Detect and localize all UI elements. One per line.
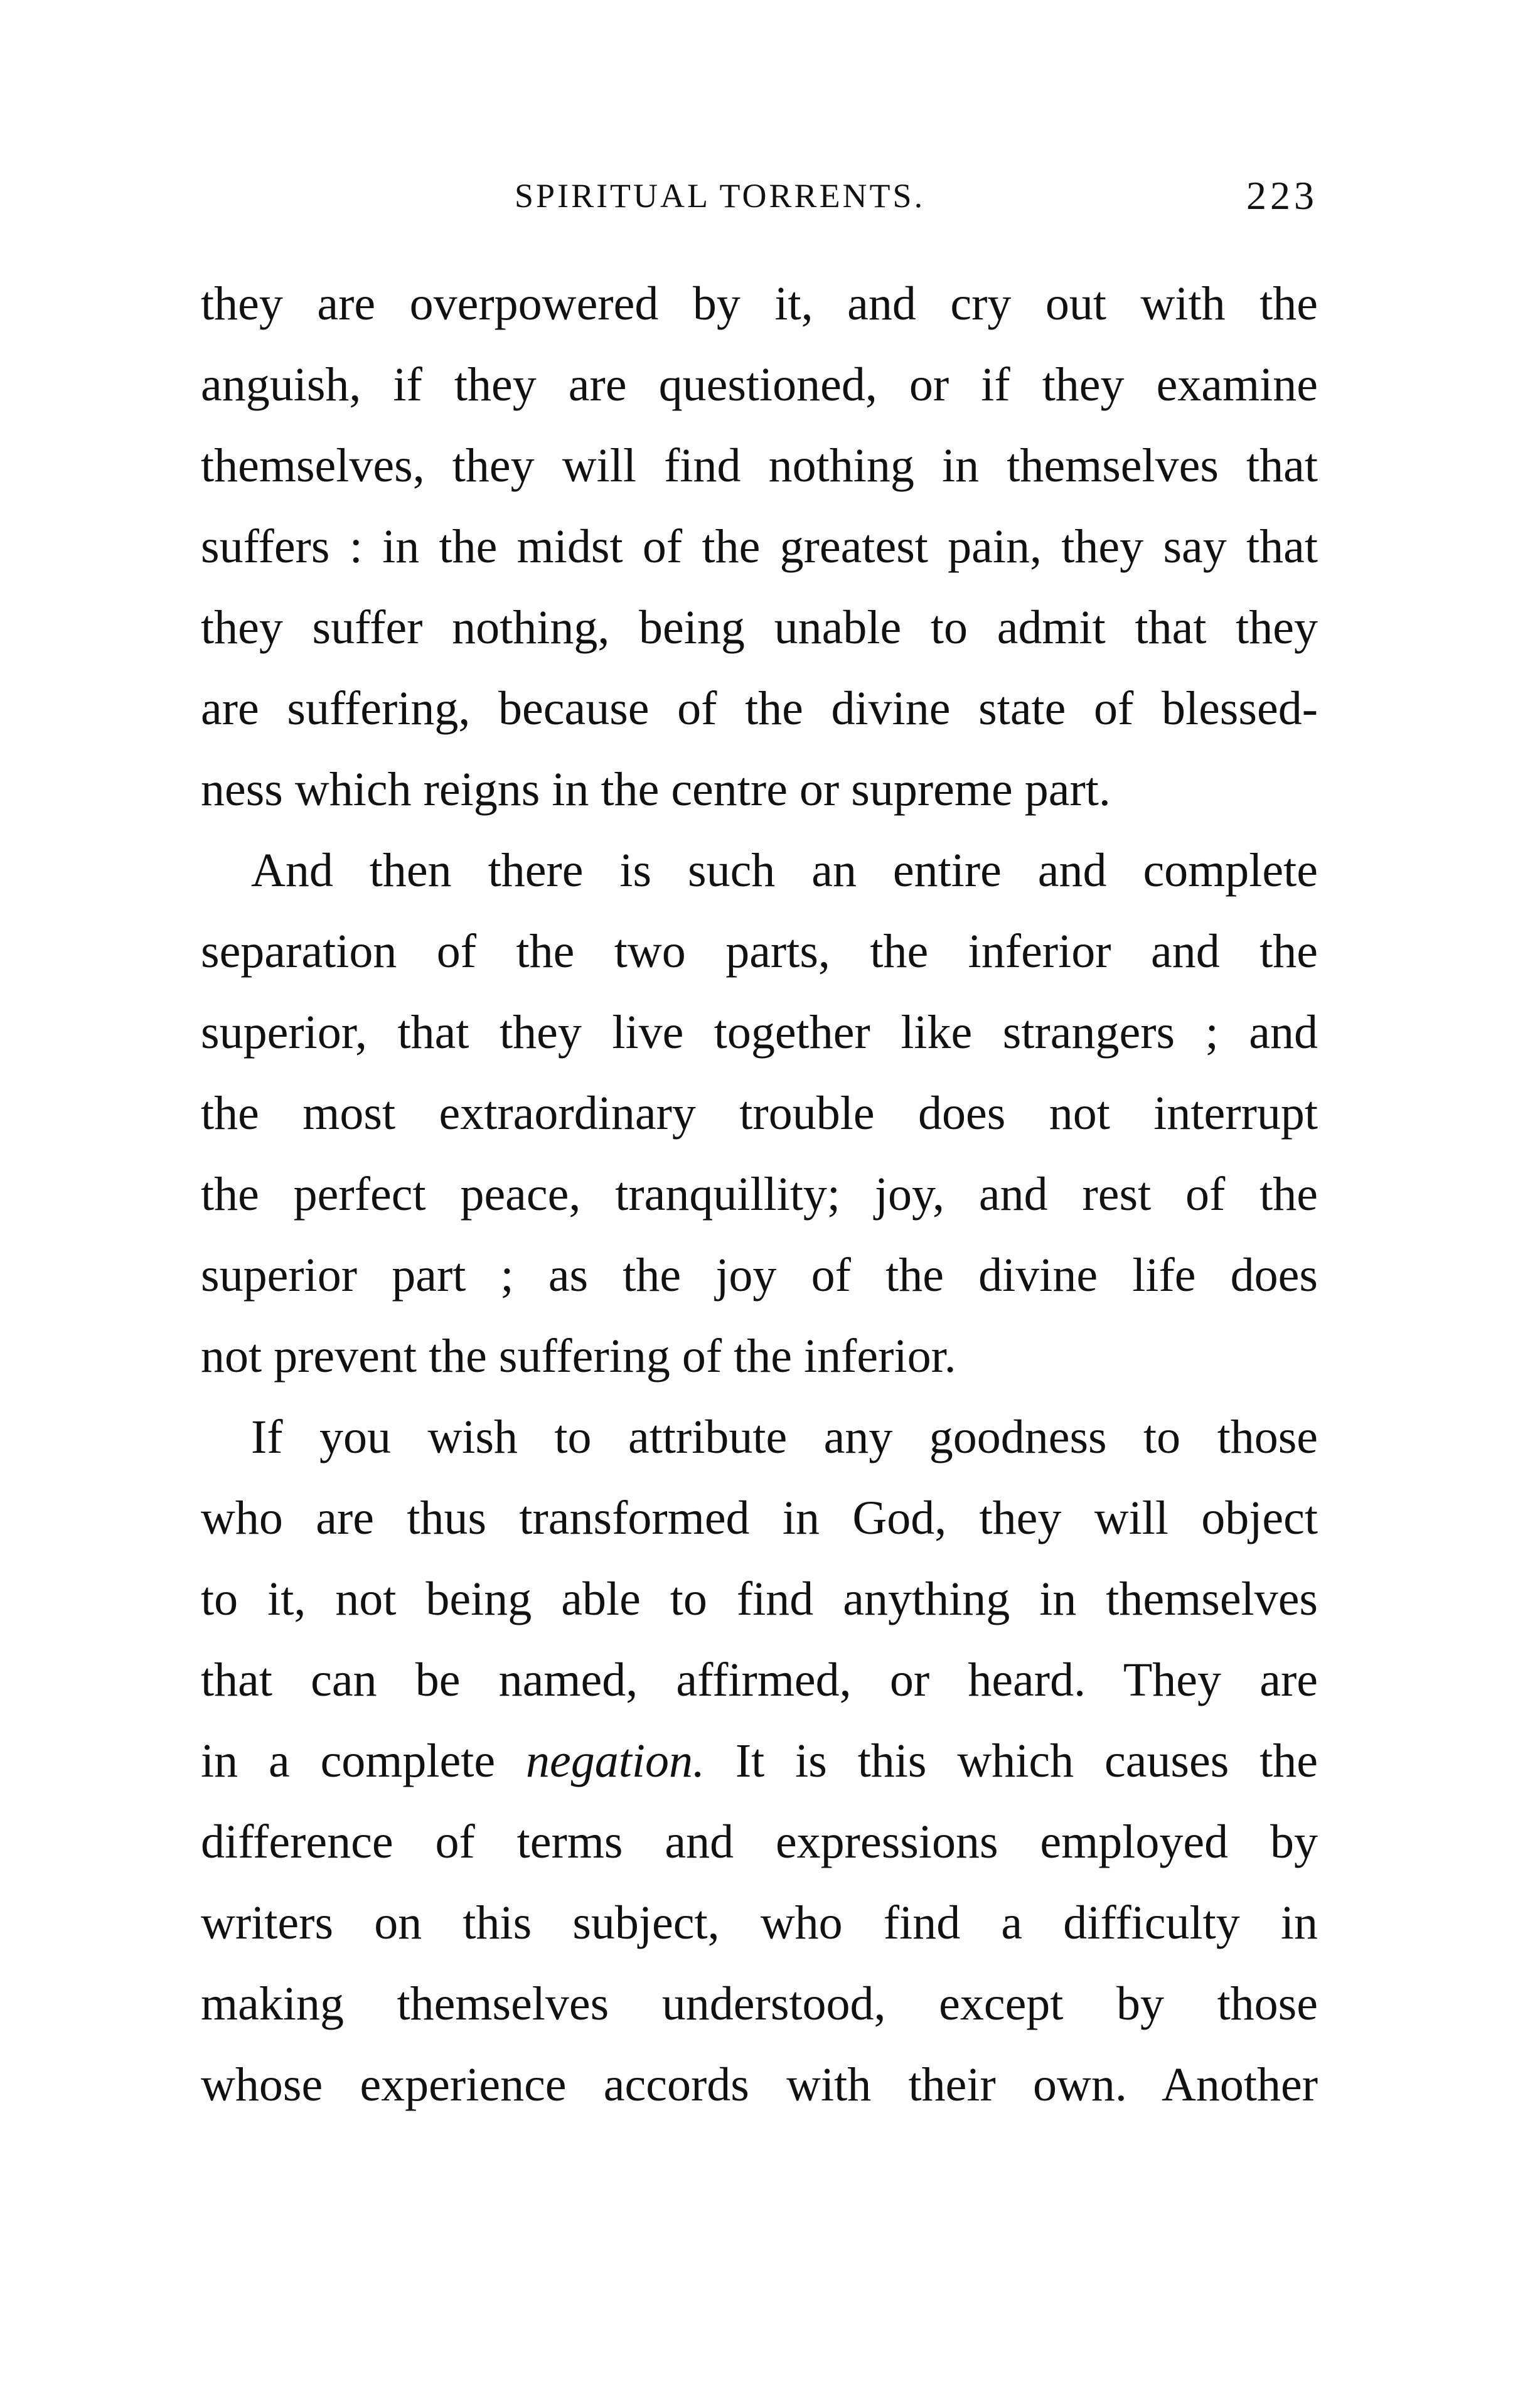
text-line: to it, not being able to find anything in themselves [201,1573,1318,1625]
text-line: they are overpowered by it, and cry out with the [201,277,1318,330]
text-line: superior part ; as the joy of the divine life does [201,1249,1318,1302]
page-number: 223 [1246,173,1318,218]
text-line: And then there is such an entire and complete [251,844,1318,897]
text-line: the perfect peace, tranquillity; joy, and rest of the [201,1168,1318,1221]
text-line-with-emphasis [201,1721,1318,1802]
emphasized-word: negation. [526,1735,705,1787]
text-line: If you wish to attribute any goodness to those [251,1411,1318,1463]
text-segment: in a complete [201,1735,496,1787]
text-line: not prevent the suffering of the inferior. [201,1330,956,1383]
text-line: whose experience accords with their own. Another [201,2058,1318,2111]
text-line: superior, that they live together like strangers ; and [201,1006,1318,1059]
running-head: SPIRITUAL TORRENTS. [515,177,926,215]
text-segment: It is this which causes the [735,1735,1318,1787]
text-line: ness which reigns in the centre or supreme part. [201,763,1111,816]
text-line: the most extraordinary trouble does not interrupt [201,1087,1318,1140]
text-line: writers on this subject, who find a difficulty in [201,1896,1318,1949]
text-line: difference of terms and expressions employed by [201,1816,1318,1868]
text-line: they suffer nothing, being unable to admit that they [201,601,1318,654]
text-line: who are thus transformed in God, they will object [201,1492,1318,1544]
text-line: making themselves understood, except by those [201,1977,1318,2030]
text-line: suffers : in the midst of the greatest pain, they say that [201,520,1318,573]
text-line: are suffering, because of the divine state of blessed- [201,682,1318,735]
text-line: that can be named, affirmed, or heard. They are [201,1654,1318,1706]
text-line: themselves, they will find nothing in themselves that [201,439,1318,492]
body-text [201,264,1318,2126]
page-header [201,171,1318,221]
text-line: anguish, if they are questioned, or if they examine [201,358,1318,411]
text-line: separation of the two parts, the inferior and the [201,925,1318,978]
